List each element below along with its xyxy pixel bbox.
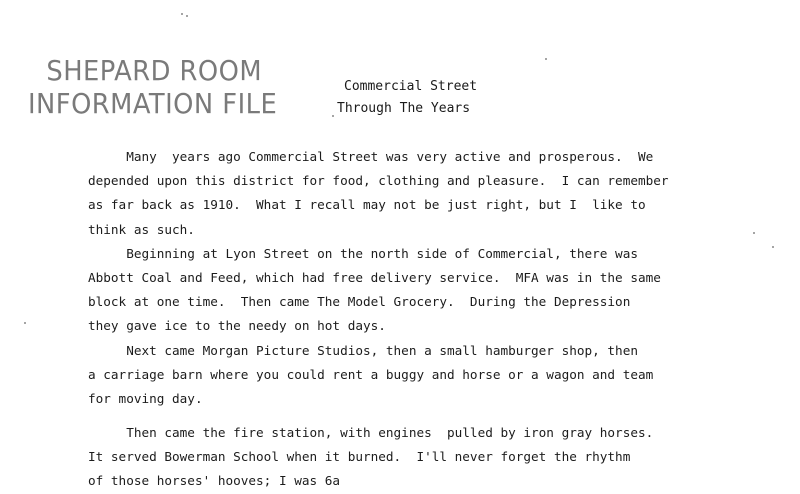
text-line: of those horses' hooves; I was 6a [88,473,341,489]
speck [186,15,188,17]
speck [545,58,547,60]
text-line: Next came Morgan Picture Studios, then a small hamburger shop, then [88,342,638,358]
speck [772,246,774,248]
document-body [88,145,788,494]
text-line: Abbott Coal and Feed, which had free delivery service. MFA was in the same [88,269,661,285]
stamp-line-2: INFORMATION FILE [28,87,278,120]
text-line: think as such. [88,221,195,237]
text-line: for moving day. [88,390,203,406]
paragraph-4 [88,421,788,494]
title-line-1: Commercial Street [344,79,478,94]
text-line: they gave ice to the needy on hot days. [88,318,386,334]
speck [753,232,755,234]
stamp-line-1: SHEPARD ROOM [46,54,263,87]
text-line: as far back as 1910. What I recall may not be just right, but I like to [88,197,646,213]
speck [24,322,26,324]
speck [332,115,334,117]
paragraph-2 [88,242,788,339]
text-line: Many years ago Commercial Street was very active and prosperous. We [88,149,654,164]
paragraph-1 [88,145,788,242]
title-line-2: Through The Years [337,101,471,116]
text-line: Beginning at Lyon Street on the north side of Commercial, there was [88,245,638,261]
document-title [337,76,477,120]
paragraph-3 [88,339,788,412]
text-line: depended upon this district for food, clothing and pleasure. I can remember [88,173,669,189]
text-line: It served Bowerman School when it burned. I'll never forget the rhythm [88,449,631,465]
text-line: block at one time. Then came The Model Grocery. During the Depression [88,294,631,310]
text-line: Then came the fire station, with engines pulled by iron gray horses. [88,425,654,441]
shepard-room-stamp [28,54,277,120]
speck [181,13,183,15]
text-line: a carriage barn where you could rent a buggy and horse or a wagon and team [88,366,654,382]
paragraph-gap [88,411,788,421]
